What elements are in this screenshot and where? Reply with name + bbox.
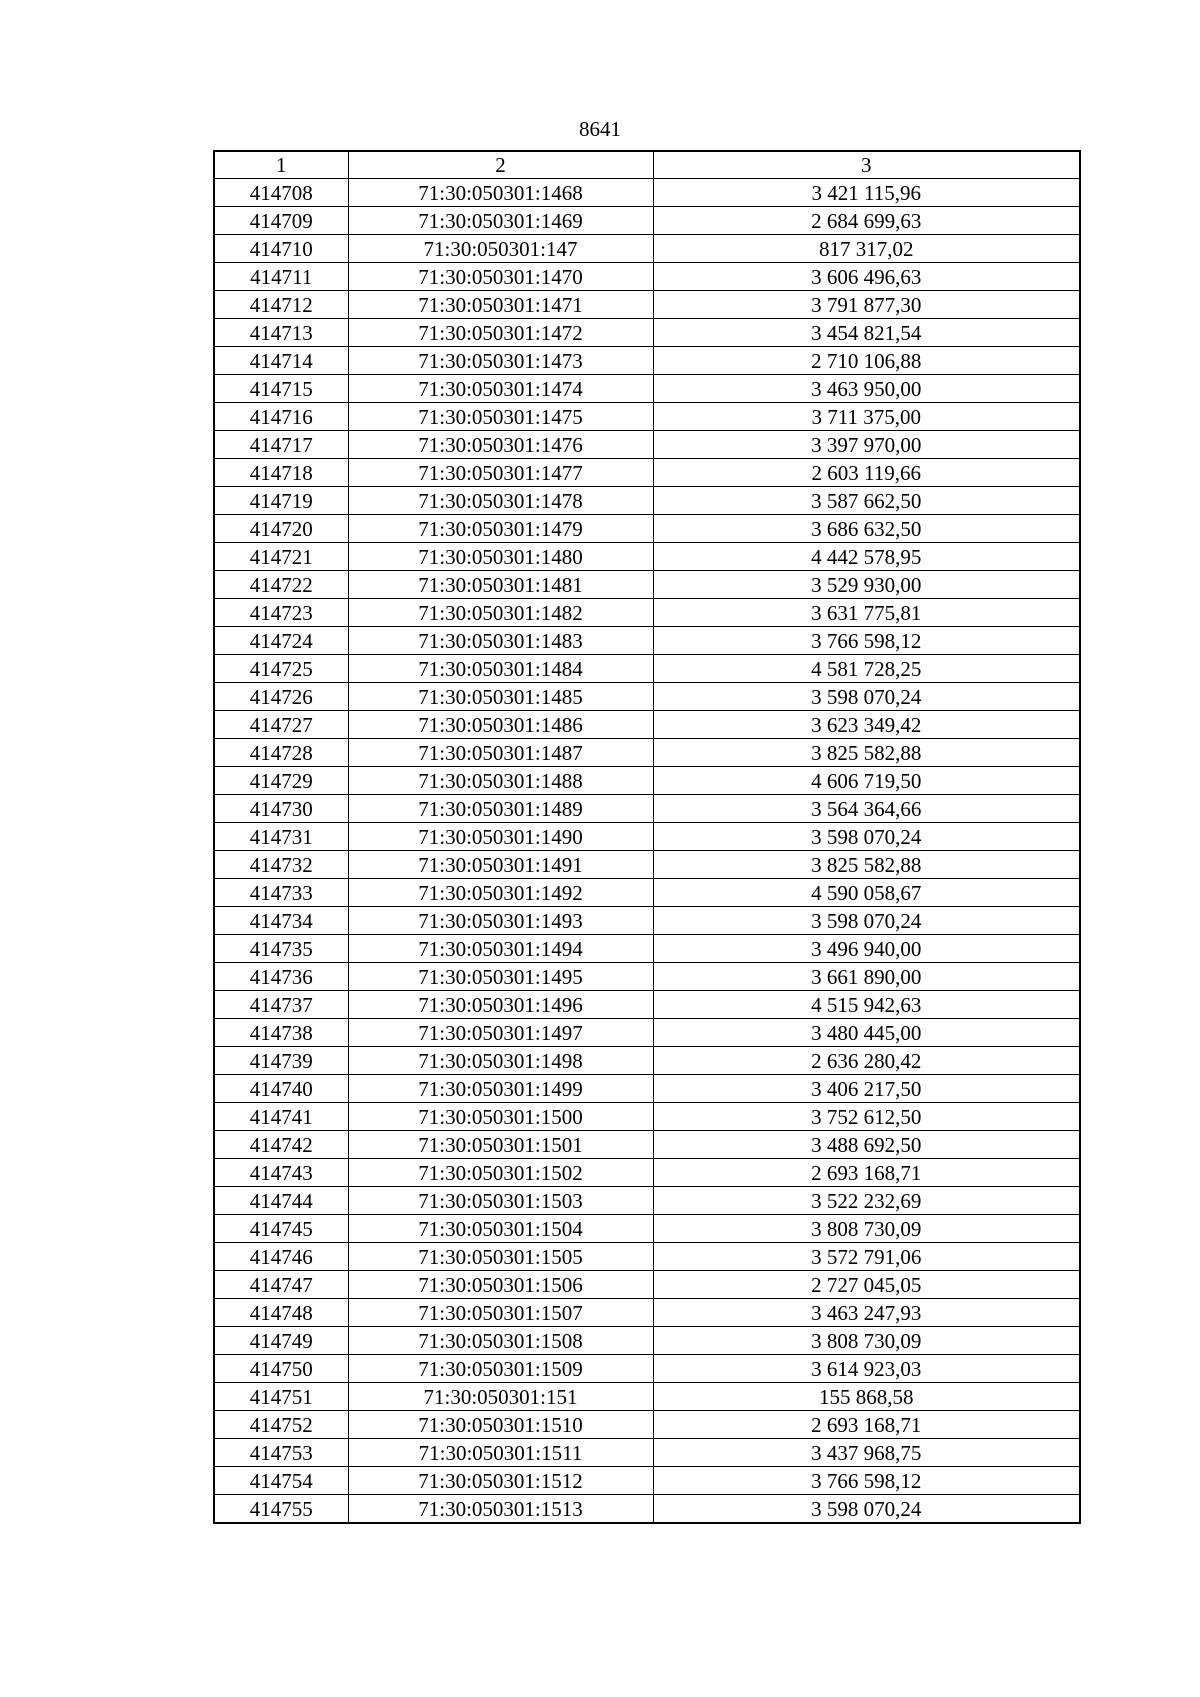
table-row [214,1075,1080,1103]
cadastral-number-cell: 71:30:050301:1474 [348,375,653,403]
cadastral-number-cell: 71:30:050301:1483 [348,627,653,655]
table-row [214,795,1080,823]
value-cell: 2 684 699,63 [653,207,1080,235]
value-cell: 3 711 375,00 [653,403,1080,431]
cadastral-number-cell: 71:30:050301:1500 [348,1103,653,1131]
row-number-cell: 414746 [214,1243,348,1271]
value-cell: 3 598 070,24 [653,823,1080,851]
table-row [214,1383,1080,1411]
row-number-cell: 414723 [214,599,348,627]
row-number-cell: 414740 [214,1075,348,1103]
table-row [214,1131,1080,1159]
table-row [214,935,1080,963]
table-row [214,739,1080,767]
row-number-cell: 414720 [214,515,348,543]
row-number-cell: 414709 [214,207,348,235]
table-row [214,907,1080,935]
cadastral-number-cell: 71:30:050301:1506 [348,1271,653,1299]
value-cell: 2 710 106,88 [653,347,1080,375]
table-body [214,179,1080,1524]
cadastral-number-cell: 71:30:050301:1495 [348,963,653,991]
table-row [214,627,1080,655]
row-number-cell: 414724 [214,627,348,655]
table-row [214,1019,1080,1047]
value-cell: 3 587 662,50 [653,487,1080,515]
cadastral-number-cell: 71:30:050301:1496 [348,991,653,1019]
table-row [214,291,1080,319]
row-number-cell: 414717 [214,431,348,459]
cadastral-number-cell: 71:30:050301:1473 [348,347,653,375]
cadastral-number-cell: 71:30:050301:1497 [348,1019,653,1047]
row-number-cell: 414751 [214,1383,348,1411]
value-cell: 3 752 612,50 [653,1103,1080,1131]
column-header-2: 2 [348,151,653,179]
cadastral-number-cell: 71:30:050301:1484 [348,655,653,683]
row-number-cell: 414708 [214,179,348,207]
table-row [214,459,1080,487]
table-row [214,1495,1080,1524]
cadastral-number-cell: 71:30:050301:1480 [348,543,653,571]
table-row [214,1355,1080,1383]
table-row [214,1215,1080,1243]
value-cell: 3 463 950,00 [653,375,1080,403]
cadastral-number-cell: 71:30:050301:1482 [348,599,653,627]
cadastral-number-cell: 71:30:050301:1472 [348,319,653,347]
table-row [214,263,1080,291]
row-number-cell: 414741 [214,1103,348,1131]
row-number-cell: 414713 [214,319,348,347]
cadastral-number-cell: 71:30:050301:1494 [348,935,653,963]
value-cell: 2 727 045,05 [653,1271,1080,1299]
row-number-cell: 414747 [214,1271,348,1299]
cadastral-number-cell: 71:30:050301:151 [348,1383,653,1411]
table-row [214,515,1080,543]
value-cell: 3 406 217,50 [653,1075,1080,1103]
row-number-cell: 414721 [214,543,348,571]
value-cell: 4 442 578,95 [653,543,1080,571]
row-number-cell: 414712 [214,291,348,319]
table-row [214,1411,1080,1439]
row-number-cell: 414711 [214,263,348,291]
row-number-cell: 414732 [214,851,348,879]
row-number-cell: 414716 [214,403,348,431]
value-cell: 3 614 923,03 [653,1355,1080,1383]
row-number-cell: 414738 [214,1019,348,1047]
cadastral-number-cell: 71:30:050301:1490 [348,823,653,851]
row-number-cell: 414710 [214,235,348,263]
table-row [214,991,1080,1019]
table-row [214,1187,1080,1215]
data-table [213,150,1081,1524]
cadastral-number-cell: 71:30:050301:1503 [348,1187,653,1215]
value-cell: 3 572 791,06 [653,1243,1080,1271]
row-number-cell: 414737 [214,991,348,1019]
value-cell: 3 421 115,96 [653,179,1080,207]
table-row [214,431,1080,459]
table-row [214,767,1080,795]
value-cell: 817 317,02 [653,235,1080,263]
cadastral-number-cell: 71:30:050301:1499 [348,1075,653,1103]
table-row [214,823,1080,851]
row-number-cell: 414743 [214,1159,348,1187]
table-row [214,1271,1080,1299]
value-cell: 4 515 942,63 [653,991,1080,1019]
cadastral-number-cell: 71:30:050301:1491 [348,851,653,879]
cadastral-number-cell: 71:30:050301:1478 [348,487,653,515]
value-cell: 3 463 247,93 [653,1299,1080,1327]
value-cell: 3 564 364,66 [653,795,1080,823]
table-row [214,1327,1080,1355]
row-number-cell: 414715 [214,375,348,403]
row-number-cell: 414749 [214,1327,348,1355]
cadastral-number-cell: 71:30:050301:1471 [348,291,653,319]
cadastral-number-cell: 71:30:050301:1509 [348,1355,653,1383]
cadastral-number-cell: 71:30:050301:1502 [348,1159,653,1187]
row-number-cell: 414736 [214,963,348,991]
cadastral-number-cell: 71:30:050301:1504 [348,1215,653,1243]
cadastral-number-cell: 71:30:050301:1498 [348,1047,653,1075]
table-row [214,1103,1080,1131]
row-number-cell: 414726 [214,683,348,711]
cadastral-number-cell: 71:30:050301:1493 [348,907,653,935]
value-cell: 3 598 070,24 [653,907,1080,935]
value-cell: 2 693 168,71 [653,1411,1080,1439]
value-cell: 3 598 070,24 [653,683,1080,711]
cadastral-number-cell: 71:30:050301:1512 [348,1467,653,1495]
table-row [214,179,1080,207]
value-cell: 3 480 445,00 [653,1019,1080,1047]
cadastral-number-cell: 71:30:050301:1470 [348,263,653,291]
cadastral-number-cell: 71:30:050301:1475 [348,403,653,431]
cadastral-number-cell: 71:30:050301:1508 [348,1327,653,1355]
table-row [214,207,1080,235]
column-header-1: 1 [214,151,348,179]
table-row [214,235,1080,263]
table-row [214,1439,1080,1467]
table-row [214,1159,1080,1187]
row-number-cell: 414745 [214,1215,348,1243]
cadastral-number-cell: 71:30:050301:1513 [348,1495,653,1524]
row-number-cell: 414722 [214,571,348,599]
row-number-cell: 414730 [214,795,348,823]
column-header-3: 3 [653,151,1080,179]
row-number-cell: 414731 [214,823,348,851]
value-cell: 3 766 598,12 [653,627,1080,655]
row-number-cell: 414742 [214,1131,348,1159]
row-number-cell: 414727 [214,711,348,739]
value-cell: 3 454 821,54 [653,319,1080,347]
table-row [214,319,1080,347]
table-row [214,711,1080,739]
cadastral-number-cell: 71:30:050301:1489 [348,795,653,823]
cadastral-number-cell: 71:30:050301:1488 [348,767,653,795]
value-cell: 3 631 775,81 [653,599,1080,627]
row-number-cell: 414729 [214,767,348,795]
cadastral-number-cell: 71:30:050301:1469 [348,207,653,235]
row-number-cell: 414714 [214,347,348,375]
cadastral-number-cell: 71:30:050301:1510 [348,1411,653,1439]
value-cell: 2 693 168,71 [653,1159,1080,1187]
value-cell: 3 522 232,69 [653,1187,1080,1215]
table-row [214,1299,1080,1327]
cadastral-number-cell: 71:30:050301:1468 [348,179,653,207]
table-header [214,151,1080,179]
row-number-cell: 414750 [214,1355,348,1383]
value-cell: 4 590 058,67 [653,879,1080,907]
table-row [214,1243,1080,1271]
row-number-cell: 414739 [214,1047,348,1075]
cadastral-number-cell: 71:30:050301:1486 [348,711,653,739]
row-number-cell: 414719 [214,487,348,515]
cadastral-number-cell: 71:30:050301:1507 [348,1299,653,1327]
cadastral-number-cell: 71:30:050301:1476 [348,431,653,459]
table-row [214,1047,1080,1075]
row-number-cell: 414752 [214,1411,348,1439]
table-row [214,851,1080,879]
row-number-cell: 414728 [214,739,348,767]
table-row [214,599,1080,627]
value-cell: 3 437 968,75 [653,1439,1080,1467]
cadastral-number-cell: 71:30:050301:1479 [348,515,653,543]
value-cell: 3 808 730,09 [653,1215,1080,1243]
value-cell: 4 606 719,50 [653,767,1080,795]
value-cell: 3 808 730,09 [653,1327,1080,1355]
value-cell: 3 397 970,00 [653,431,1080,459]
table-row [214,655,1080,683]
row-number-cell: 414754 [214,1467,348,1495]
row-number-cell: 414755 [214,1495,348,1524]
value-cell: 3 825 582,88 [653,739,1080,767]
row-number-cell: 414753 [214,1439,348,1467]
header-row [214,151,1080,179]
value-cell: 2 636 280,42 [653,1047,1080,1075]
cadastral-number-cell: 71:30:050301:1477 [348,459,653,487]
cadastral-number-cell: 71:30:050301:1481 [348,571,653,599]
row-number-cell: 414744 [214,1187,348,1215]
table-row [214,571,1080,599]
cadastral-number-cell: 71:30:050301:1505 [348,1243,653,1271]
cadastral-number-cell: 71:30:050301:1511 [348,1439,653,1467]
table-row [214,375,1080,403]
value-cell: 155 868,58 [653,1383,1080,1411]
table-row [214,1467,1080,1495]
value-cell: 3 825 582,88 [653,851,1080,879]
value-cell: 3 496 940,00 [653,935,1080,963]
page-number: 8641 [579,117,621,141]
row-number-cell: 414733 [214,879,348,907]
cadastral-number-cell: 71:30:050301:147 [348,235,653,263]
table-row [214,487,1080,515]
value-cell: 2 603 119,66 [653,459,1080,487]
cadastral-number-cell: 71:30:050301:1485 [348,683,653,711]
row-number-cell: 414725 [214,655,348,683]
table-row [214,683,1080,711]
value-cell: 3 529 930,00 [653,571,1080,599]
value-cell: 4 581 728,25 [653,655,1080,683]
table-row [214,403,1080,431]
value-cell: 3 623 349,42 [653,711,1080,739]
row-number-cell: 414734 [214,907,348,935]
table-row [214,879,1080,907]
value-cell: 3 661 890,00 [653,963,1080,991]
cadastral-number-cell: 71:30:050301:1501 [348,1131,653,1159]
row-number-cell: 414735 [214,935,348,963]
value-cell: 3 606 496,63 [653,263,1080,291]
value-cell: 3 766 598,12 [653,1467,1080,1495]
value-cell: 3 488 692,50 [653,1131,1080,1159]
value-cell: 3 686 632,50 [653,515,1080,543]
cadastral-number-cell: 71:30:050301:1492 [348,879,653,907]
row-number-cell: 414748 [214,1299,348,1327]
cadastral-number-cell: 71:30:050301:1487 [348,739,653,767]
value-cell: 3 598 070,24 [653,1495,1080,1524]
table-row [214,963,1080,991]
value-cell: 3 791 877,30 [653,291,1080,319]
row-number-cell: 414718 [214,459,348,487]
table-row [214,347,1080,375]
table-row [214,543,1080,571]
